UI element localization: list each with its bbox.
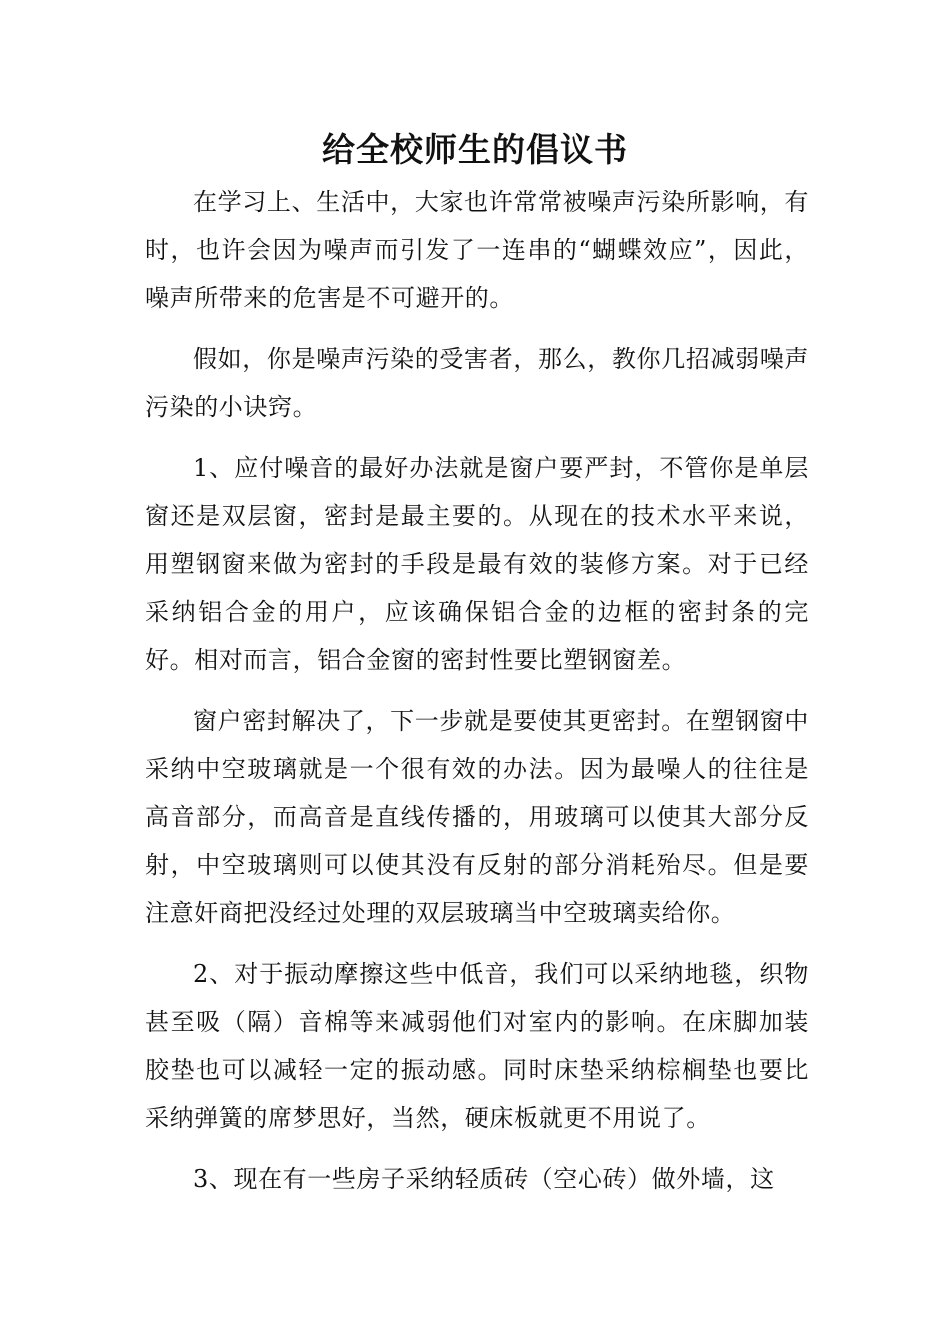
paragraph-victim: 假如，你是噪声污染的受害者，那么，教你几招减弱噪声污染的小诀窍。	[145, 345, 809, 421]
paragraph-hollow-glass: 窗户密封解决了，下一步就是要使其更密封。在塑钢窗中采纳中空玻璃就是一个很有效的办法。因为最噪人的往往是高音部分，而高音是直线传播的，用玻璃可以使其大部分反射，中空玻璃则可以使其没有反射的部分消耗殆尽。但是要注意奸商把没经过处理的双层玻璃当中空玻璃卖给你。	[145, 707, 809, 927]
paragraph-tip-1-window-seal: 1、应付噪音的最好办法就是窗户要严封，不管你是单层窗还是双层窗，密封是最主要的。从现在的技术水平来说，用塑钢窗来做为密封的手段是最有效的装修方案。对于已经采纳铝合金的用户，应该确保铝合金的边框的密封条的完好。相对而言，铝合金窗的密封性要比塑钢窗差。	[145, 454, 809, 674]
paragraph-tip-2-low-frequency: 2、对于振动摩擦这些中低音，我们可以采纳地毯，织物甚至吸（隔）音棉等来减弱他们对室内的影响。在床脚加装胶垫也可以减轻一定的振动感。同时床垫采纳棕榈垫也要比采纳弹簧的席梦思好，当然，硬床板就更不用说了。	[145, 960, 809, 1132]
paragraph-intro: 在学习上、生活中，大家也许常常被噪声污染所影响，有时，也许会因为噪声而引发了一连串的“蝴蝶效应”，因此，噪声所带来的危害是不可避开的。	[145, 188, 809, 312]
document-title: 给全校师生的倡议书	[322, 130, 628, 169]
document-body	[145, 178, 809, 1216]
paragraph-tip-3-walls: 3、现在有一些房子采纳轻质砖（空心砖）做外墙，这	[193, 1165, 775, 1193]
